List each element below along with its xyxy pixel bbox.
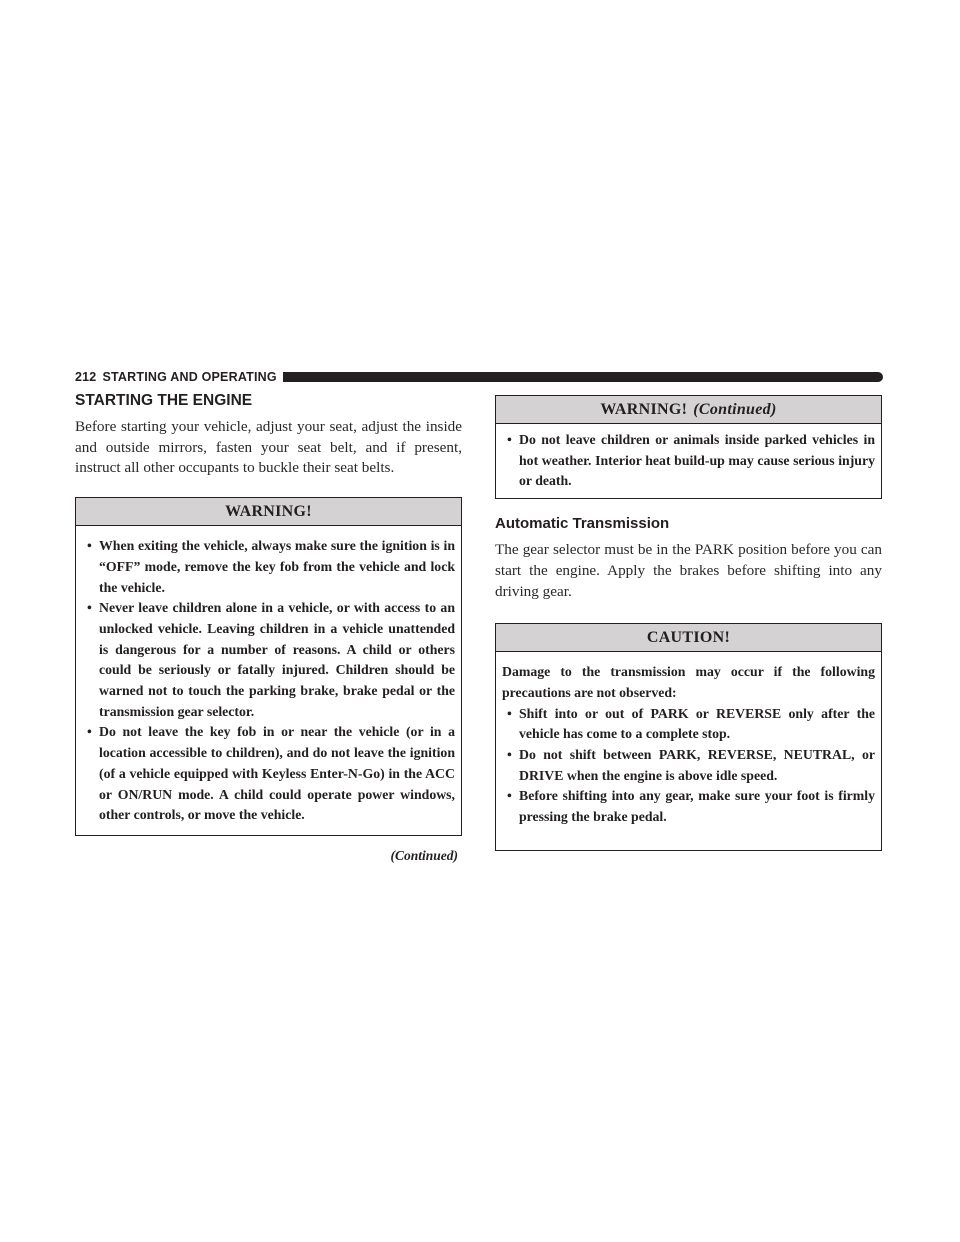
bullet-icon: •: [507, 705, 512, 721]
warning-continued-list: [502, 430, 875, 492]
caution-heading: [496, 624, 881, 652]
bullet-icon: •: [87, 600, 92, 616]
bullet-icon: •: [507, 747, 512, 763]
caution-item: • Shift into or out of PARK or REVERSE only after the vehicle has come to a complete stop.: [502, 704, 875, 745]
section-title: STARTING THE ENGINE: [75, 392, 253, 409]
warning-item: • Do not leave children or animals inside parked vehicles in hot weather. Interior heat build-up may cause serious injury or death.: [502, 430, 875, 492]
warning-list: [82, 536, 455, 826]
warning-item: • Do not leave the key fob in or near the vehicle (or in a location accessible to children), and do not leave the ignition (of a vehicle equipped with Keyless Enter-N-Go) in the ACC or ON/RUN mode. A child could operate power windows, other controls, or move the vehicle.: [82, 722, 455, 826]
warning-item: • When exiting the vehicle, always make sure the ignition is in “OFF” mode, remove the key fob from the vehicle and lock the vehicle.: [82, 536, 455, 598]
bullet-icon: •: [87, 538, 92, 554]
running-header: [75, 369, 883, 385]
caution-intro: Damage to the transmission may occur if the following precautions are not observed:: [502, 664, 875, 700]
caution-body: [496, 652, 881, 850]
section-name: STARTING AND OPERATING: [102, 370, 277, 384]
warning-heading: [76, 498, 461, 526]
header-rule: [283, 372, 883, 382]
bullet-icon: •: [507, 788, 512, 804]
caution-list: [502, 704, 875, 828]
warning-continued-heading-text: WARNING!: [600, 401, 688, 418]
warning-continued-box: [495, 395, 882, 499]
warning-continued-suffix: (Continued): [693, 401, 777, 418]
warning-continued-heading: [496, 396, 881, 424]
caution-box: [495, 623, 882, 851]
bullet-icon: •: [507, 432, 512, 447]
bullet-icon: •: [87, 724, 92, 740]
warning-heading-text: WARNING!: [225, 503, 312, 521]
intro-paragraph: Before starting your vehicle, adjust your seat, adjust the inside and outside mirrors, fasten your seat belt, and if present, instruct all other occupants to buckle their seat belts.: [75, 418, 462, 477]
page-number: 212: [75, 370, 97, 384]
caution-item: • Do not shift between PARK, REVERSE, NEUTRAL, or DRIVE when the engine is above idle speed.: [502, 745, 875, 786]
warning-continued-body: [496, 424, 881, 498]
warning-box: [75, 497, 462, 836]
warning-body: [76, 526, 461, 835]
subsection-title: Automatic Transmission: [495, 515, 670, 533]
transmission-paragraph: The gear selector must be in the PARK position before you can start the engine. Apply the brakes before shifting into any driving gear.: [495, 541, 882, 600]
caution-heading-text: CAUTION!: [646, 629, 731, 647]
warning-item: • Never leave children alone in a vehicle, or with access to an unlocked vehicle. Leaving children in a vehicle unattended is dangerous for a number of reasons. A child or others could be seriously or fatally injured. Children should be warned not to touch the parking brake, brake pedal or the transmission gear selector.: [82, 598, 455, 722]
left-column: [75, 392, 462, 864]
continued-note: (Continued): [390, 847, 458, 863]
caution-item: • Before shifting into any gear, make sure your foot is firmly pressing the brake pedal.: [502, 786, 875, 827]
right-column: [495, 392, 882, 851]
